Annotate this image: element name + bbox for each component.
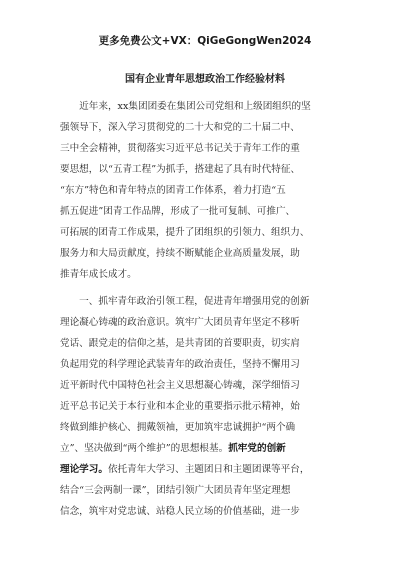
bold-subheading: 理论学习。 <box>60 464 108 475</box>
body-line: 推青年成长成才。 <box>60 269 137 280</box>
body-line: 结合“三会两制一课”，团结引领广大团员青年坚定理想 <box>60 485 291 496</box>
body-line: 近年来，xx集团团委在集团公司党组和上级团组织的坚 <box>60 101 311 112</box>
body-line: 负起用党的科学理论武装青年的政治责任，坚持不懈用习 <box>60 359 300 370</box>
body-line: 三中全会精神，贯彻落实习近平总书记关于青年工作的重 <box>60 143 300 154</box>
body-line: 要思想，以“五青工程”为抓手，搭建起了具有时代特征、 <box>60 164 301 175</box>
bold-subheading: 抓牢党的创新 <box>228 443 286 454</box>
body-line <box>60 462 309 478</box>
body-line: 强领导下，深入学习贯彻党的二十大和党的二十届二中、 <box>60 122 300 133</box>
body-line: 一、抓牢青年政治引领工程，促进青年增强用党的创新 <box>60 296 310 307</box>
body-line-text: 依托青年大学习、主题团日和主题团课等平台， <box>107 464 310 475</box>
body-line-text: 立”、坚决做到“两个维护”的思想根基。 <box>60 443 229 454</box>
body-line: 理论凝心铸魂的政治意识。筑牢广大团员青年坚定不移听 <box>60 317 300 328</box>
body-line: 终做到維护核心、拥戴领袖，更加筑牢忠诚拥护“两个确 <box>60 422 296 433</box>
promo-header: 更多免费公文+VX：QiGeGongWen2024 <box>98 35 312 47</box>
body-line <box>60 441 286 457</box>
body-line: “东方”特色和青年特点的团青工作体系，着力打造“五 <box>60 185 286 196</box>
body-line: 近平总书记关于本行业和本企业的重要指示批示精神，始 <box>60 401 300 412</box>
body-line: 党话、跟党走的信仰之基，是共青团的首要职责，切实肩 <box>60 338 300 349</box>
document-title: 国有企业青年思想政治工作经验材料 <box>125 74 285 85</box>
body-line: 近平新时代中国特色社会主义思想凝心铸魂，深学细悟习 <box>60 380 300 391</box>
body-line: 可拓展的团青工作成果，提升了团组织的引领力、组织力、 <box>60 227 310 238</box>
body-line: 服务力和大局贡献度，持续不断赋能企业高质量发展，助 <box>60 248 300 259</box>
body-line: 抓五促进”团青工作品牌，形成了一批可复制、可推广、 <box>60 206 296 217</box>
body-line: 信念，筑牢对党忠诚、站稳人民立场的价值基础，进一步 <box>60 506 300 517</box>
